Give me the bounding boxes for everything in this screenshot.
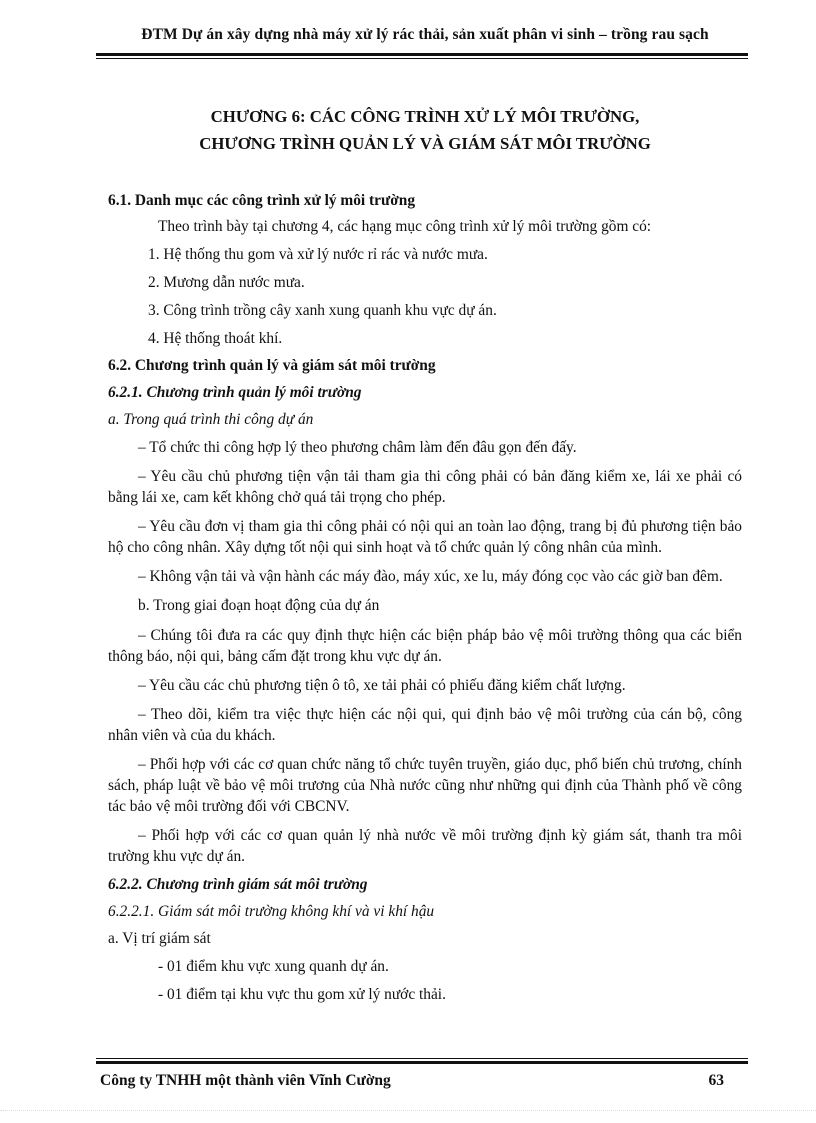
chapter-title-line2: CHƯƠNG TRÌNH QUẢN LÝ VÀ GIÁM SÁT MÔI TRƯỜNG (199, 134, 651, 153)
chapter-title (108, 103, 742, 157)
company-name: Công ty TNHH một thành viên Vĩnh Cường (100, 1072, 391, 1089)
section-6-2-2-heading: 6.2.2. Chương trình giám sát môi trường (108, 876, 368, 893)
part-b-heading: b. Trong giai đoạn hoạt động của dự án (138, 597, 380, 614)
location-heading: a. Vị trí giám sát (108, 930, 211, 947)
paragraph: – Không vận tải và vận hành các máy đào, máy xúc, xe lu, máy đóng cọc vào các giờ ban đêm. (138, 568, 723, 585)
document-body (108, 103, 742, 1006)
section-6-2-heading: 6.2. Chương trình quản lý và giám sát môi trường (108, 357, 436, 374)
paragraph: – Yêu cầu các chủ phương tiện ô tô, xe tải phải có phiếu đăng kiểm chất lượng. (138, 677, 626, 694)
paragraph: – Phối hợp với các cơ quan quản lý nhà nước về môi trường định kỳ giám sát, thanh tra môi trường khu vực dự án. (108, 827, 742, 865)
paragraph: – Phối hợp với các cơ quan chức năng tổ chức tuyên truyền, giáo dục, phổ biến chủ trương, chính sách, pháp luật về bảo vệ môi trương của Nhà nước cũng như những qui định của Thành phố về công tác bảo vệ môi trường đối với CBCNV. (108, 756, 742, 815)
page-footer (100, 1072, 724, 1090)
section-6-2-1-heading: 6.2.1. Chương trình quản lý môi trường (108, 384, 362, 401)
list-item: 4. Hệ thống thoát khí. (148, 330, 283, 347)
list-item: 3. Công trình trồng cây xanh xung quanh khu vực dự án. (148, 302, 497, 319)
list-item: - 01 điểm tại khu vực thu gom xử lý nước thải. (158, 986, 446, 1003)
header-rule (96, 53, 748, 59)
paragraph: – Theo dõi, kiểm tra việc thực hiện các nội qui, qui định bảo vệ môi trường của cán bộ, công nhân viên và của du khách. (108, 706, 742, 744)
page-edge-divider (0, 1110, 816, 1112)
part-a-heading: a. Trong quá trình thi công dự án (108, 411, 314, 428)
section-6-2-2-1-heading: 6.2.2.1. Giám sát môi trường không khí và vi khí hậu (108, 903, 435, 920)
section-6-1-heading: 6.1. Danh mục các công trình xử lý môi trường (108, 192, 416, 209)
treatment-works-list (108, 244, 742, 350)
paragraph: – Yêu cầu chủ phương tiện vận tải tham gia thi công phải có bản đăng kiểm xe, lái xe phải có bằng lái xe, cam kết không chở quá tải trọng cho phép. (108, 468, 742, 506)
paragraph: – Chúng tôi đưa ra các quy định thực hiện các biện pháp bảo vệ môi trường thông qua các biển thông báo, nội qui, bảng cấm đặt trong khu vực dự án. (108, 627, 742, 665)
list-item: 2. Mương dẫn nước mưa. (148, 274, 305, 291)
list-item: 1. Hệ thống thu gom và xử lý nước rỉ rác và nước mưa. (148, 246, 488, 263)
section-6-1-intro: Theo trình bày tại chương 4, các hạng mục công trình xử lý môi trường gồm có: (158, 218, 652, 235)
paragraph: – Tổ chức thi công hợp lý theo phương châm làm đến đâu gọn đến đấy. (138, 439, 577, 456)
chapter-title-line1: CHƯƠNG 6: CÁC CÔNG TRÌNH XỬ LÝ MÔI TRƯỜNG, (210, 107, 640, 126)
page-number: 63 (708, 1072, 724, 1089)
footer-rule (96, 1058, 748, 1064)
page-header: ĐTM Dự án xây dựng nhà máy xử lý rác thải, sản xuất phân vi sinh – trồng rau sạch (141, 26, 709, 43)
list-item: - 01 điểm khu vực xung quanh dự án. (158, 958, 389, 975)
paragraph: – Yêu cầu đơn vị tham gia thi công phải có nội qui an toàn lao động, trang bị đủ phương tiện bảo hộ cho công nhân. Xây dựng tốt nội qui sinh hoạt và tổ chức quản lý công nhân của mình. (108, 518, 742, 556)
